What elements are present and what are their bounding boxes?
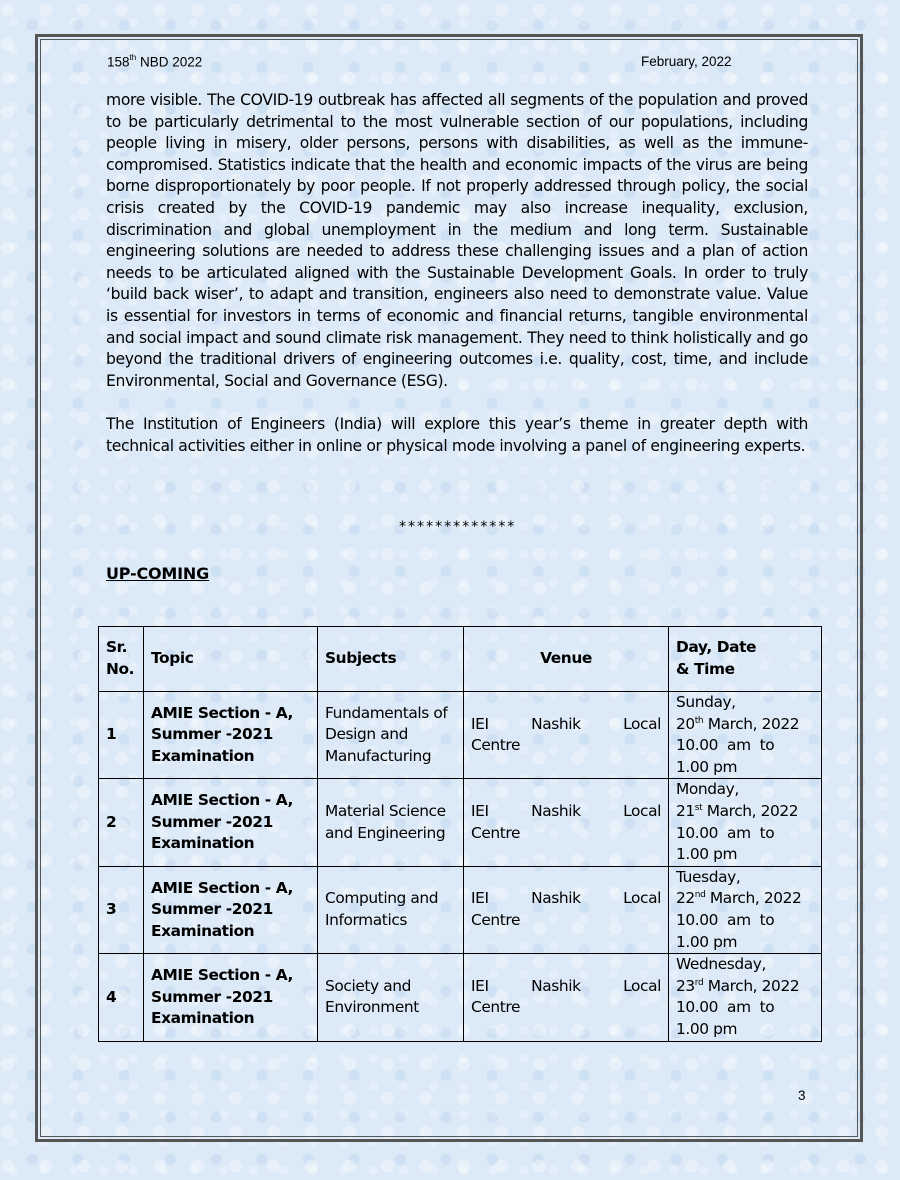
table-row bbox=[99, 866, 822, 953]
section-separator: ************* bbox=[398, 519, 516, 535]
cell-text: IEI Nashik Local bbox=[471, 976, 661, 995]
cell-text: Wednesday, bbox=[676, 955, 766, 974]
cell-text: Examination bbox=[151, 834, 255, 853]
subject-cell bbox=[318, 692, 464, 779]
topic-cell bbox=[144, 692, 318, 779]
cell-text: AMIE Section - A, bbox=[151, 878, 293, 897]
cell-text: March, 2022 bbox=[703, 976, 800, 995]
header-text: No. bbox=[106, 660, 135, 678]
cell-text: Manufacturing bbox=[325, 746, 432, 765]
header-venue: Venue bbox=[464, 627, 669, 692]
cell-text: 10.00 am to bbox=[676, 823, 775, 842]
cell-text: Examination bbox=[151, 746, 255, 765]
venue-cell bbox=[464, 866, 669, 953]
cell-text: Centre bbox=[471, 736, 521, 755]
paragraph-text-continued: They need to think holistically and go beyond the traditional drivers of engineering outcomes i.e. quality, cost, time, and include Environmental, Social and Governance (ESG). bbox=[106, 328, 808, 390]
cell-text: Examination bbox=[151, 1009, 255, 1028]
cell-text: th bbox=[694, 715, 704, 726]
topic-cell bbox=[144, 954, 318, 1041]
datetime-cell bbox=[669, 779, 822, 866]
cell-text: Monday, bbox=[676, 780, 739, 799]
cell-text: Design and bbox=[325, 725, 408, 744]
cell-text: 1.00 pm bbox=[676, 845, 738, 864]
sr-cell: 1 bbox=[99, 692, 144, 779]
header-text: & Time bbox=[676, 660, 735, 678]
subject-cell bbox=[318, 779, 464, 866]
newsletter-issue bbox=[107, 54, 202, 70]
cell-text: Sunday, bbox=[676, 693, 736, 711]
cell-text: Society and bbox=[325, 976, 411, 995]
cell-text: Informatics bbox=[325, 910, 407, 929]
table-row bbox=[99, 692, 822, 779]
topic-cell bbox=[144, 866, 318, 953]
cell-text: AMIE Section - A, bbox=[151, 703, 293, 722]
cell-text: Environment bbox=[325, 998, 419, 1017]
cell-text: Summer -2021 bbox=[151, 812, 273, 831]
cell-text: Summer -2021 bbox=[151, 725, 273, 744]
subject-cell bbox=[318, 866, 464, 953]
sr-cell: 2 bbox=[99, 779, 144, 866]
table-row bbox=[99, 779, 822, 866]
header-text: Sr. bbox=[106, 638, 128, 657]
cell-text: Fundamentals of bbox=[325, 703, 448, 722]
cell-text: Centre bbox=[471, 910, 521, 929]
header-text: Day, Date bbox=[676, 638, 757, 657]
venue-cell bbox=[464, 779, 669, 866]
cell-text: Examination bbox=[151, 921, 255, 940]
datetime-cell bbox=[669, 866, 822, 953]
paragraph: The Institution of Engineers (India) will explore this year’s theme in greater depth with technical activities either in online or physical mode involving a panel of engineering experts. bbox=[106, 414, 808, 455]
issue-date: February, 2022 bbox=[641, 54, 732, 69]
cell-text: rd bbox=[694, 977, 704, 988]
header-sr-no bbox=[99, 627, 144, 692]
cell-text: March, 2022 bbox=[705, 889, 802, 908]
sr-cell: 3 bbox=[99, 866, 144, 953]
venue-cell bbox=[464, 692, 669, 779]
cell-text: and Engineering bbox=[325, 823, 446, 842]
cell-text: Centre bbox=[471, 823, 521, 842]
paragraph bbox=[106, 90, 808, 392]
table-header-row bbox=[99, 627, 822, 692]
cell-text: 1.00 pm bbox=[676, 1019, 738, 1038]
datetime-cell bbox=[669, 954, 822, 1041]
cell-text: AMIE Section - A, bbox=[151, 965, 293, 984]
topic-cell bbox=[144, 779, 318, 866]
cell-text: IEI Nashik Local bbox=[471, 714, 661, 733]
issue-number-suffix: th bbox=[129, 53, 137, 62]
issue-number: 158 bbox=[107, 54, 130, 70]
cell-text: IEI Nashik Local bbox=[471, 801, 661, 820]
cell-text: 22 bbox=[676, 889, 695, 908]
venue-cell bbox=[464, 954, 669, 1041]
cell-text: Tuesday, bbox=[676, 867, 741, 886]
sr-cell: 4 bbox=[99, 954, 144, 1041]
cell-text: 20 bbox=[676, 714, 695, 733]
cell-text: Computing and bbox=[325, 889, 439, 908]
header-topic: Topic bbox=[144, 627, 318, 692]
cell-text: 10.00 am to bbox=[676, 998, 775, 1017]
datetime-cell bbox=[669, 692, 822, 779]
issue-name: NBD 2022 bbox=[136, 54, 203, 70]
cell-text: Summer -2021 bbox=[151, 900, 273, 919]
cell-text: 10.00 am to bbox=[676, 910, 775, 929]
cell-text: nd bbox=[694, 890, 706, 901]
cell-text: st bbox=[694, 802, 703, 813]
cell-text: Summer -2021 bbox=[151, 987, 273, 1006]
cell-text: IEI Nashik Local bbox=[471, 889, 661, 908]
page-number: 3 bbox=[798, 1088, 806, 1103]
cell-text: Centre bbox=[471, 998, 521, 1017]
cell-text: 21 bbox=[676, 801, 695, 820]
cell-text: AMIE Section - A, bbox=[151, 791, 293, 810]
cell-text: 1.00 pm bbox=[676, 932, 738, 951]
header-subjects: Subjects bbox=[318, 627, 464, 692]
events-table bbox=[98, 626, 822, 1042]
paragraph-text: more visible. The COVID-19 outbreak has affected all segments of the population and proved to be particularly detrimental to the most vulnerable section of our populations, including people living in misery, older persons, persons with disabilities, as well as the immune-compromised. Statistics indicate that the health and economic impacts of the virus are being borne disproportionately by poor people. If not properly addressed through policy, the social crisis created by the COVID-19 pandemic may also increase inequality, exclusion, discrimination and global unemployment in the medium and long term. Sustainable engineering solutions are needed to address these challenging issues and a plan of action needs to be articulated aligned with the Sustainable Development Goals. In order to truly ‘build back wiser’, to adapt and transition, engineers also need to demonstrate value. Value is essential for investors in terms of economic and financial returns, tangible environmental and social impact and sound climate risk management. bbox=[106, 91, 808, 347]
cell-text: March, 2022 bbox=[703, 714, 800, 733]
header-datetime bbox=[669, 627, 822, 692]
cell-text: 10.00 am to bbox=[676, 736, 775, 755]
cell-text: March, 2022 bbox=[702, 801, 799, 820]
section-heading: UP-COMING bbox=[106, 564, 210, 583]
cell-text: Material Science bbox=[325, 801, 446, 820]
cell-text: 23 bbox=[676, 976, 695, 995]
subject-cell bbox=[318, 954, 464, 1041]
article-body bbox=[106, 90, 808, 457]
table-row bbox=[99, 954, 822, 1041]
cell-text: 1.00 pm bbox=[676, 757, 738, 776]
